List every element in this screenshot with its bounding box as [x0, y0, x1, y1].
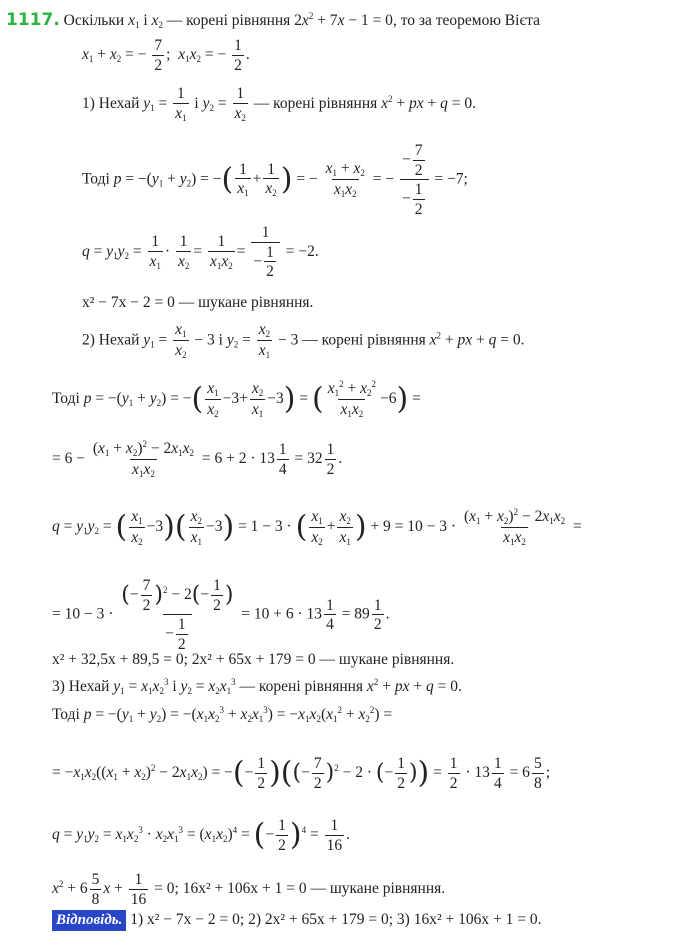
part3-p: Тоді $p = -(y_1 + y_2) = -(x_1x_2^3 + x_2x_1^3) = -x_1x_2(x_1^2 + x_2^2)$ = [52, 705, 393, 724]
part2-header: 2) Нехай $y_1$ = $\frac{x_1}{x_2}$ − 3 і $y_2$ = $\frac{x_2}{x_1}$ − 3 — корені рівняння $x^2$ + px + q = 0. [82, 321, 525, 360]
part1-lead: 1) Нехай [82, 94, 140, 112]
part2-p-cont: = 6 − $\frac{(x_1 + x_2)^2 - 2x_1x_2}{x_1x_2}$ = 6 + 2 · 13 $\frac{1}{4}$ = 32 $\frac{1}{2}$ . [52, 439, 343, 479]
part2-lead: 2) Нехай [82, 331, 140, 349]
intro-tail: — корені рівняння [166, 12, 291, 29]
result3: $x^2 + 6$ $\frac{5}{8}$ x + $\frac{1}{16}$ = 0; 16x² + 106x + 1 = 0 — шукане рівняння. [52, 871, 446, 908]
answer-label: Відповідь. [52, 910, 126, 931]
part2-tail: — корені рівняння [302, 331, 426, 349]
part2-q: $q = y_1y_2$ = ( $\frac{x_1}{x_2}$ −3)( $\frac{x_2}{x_1}$ −3) = 1 − 3 · ( $\frac{x_1}{x_2}$ + $\frac{x_2}{x_1}$ ) + 9 = 10 − 3 · $\frac{(x_1 + x_2)^2 - 2x_1x_2}{x_1x_2}$ = [52, 507, 582, 547]
problem-header: 1117. Оскільки $x_1$ і $x_2$ — корені рівняння $2x^2 + 7x - 1 = 0$, то за теоремою Вієта [6, 10, 540, 30]
vieta-line: $x_1 + x_2$ = − $\frac{7}{2}$ ; $x_1x_2$ = − $\frac{1}{2}$ . [82, 37, 250, 74]
part1-p: Тоді $p = -(y_1 + y_2)$ = −( $\frac{1}{x_1}$ + $\frac{1}{x_2}$ ) = − $\frac{x_1 + x_2}{x_1x_2}$ = − − $\frac{7}{2}$ − $\frac{1}{2}$ = −7; [82, 142, 468, 218]
result3-tail: = 0; 16x² + 106x + 1 = 0 — шукане рівняння. [154, 880, 446, 898]
result2: x² + 32,5x + 89,5 = 0; 2x² + 65x + 179 = 0 — шукане рівняння. [52, 651, 455, 668]
part1-header: 1) Нехай $y_1$ = $\frac{1}{x_1}$ і $y_2$ = $\frac{1}{x_2}$ — корені рівняння $x^2$ + px + q = 0. [82, 85, 477, 123]
part1-tail: — корені рівняння [253, 94, 378, 112]
part2-q-cont: = 10 − 3 · (− $\frac{7}{2}$ )$^2$ − 2(− $\frac{1}{2}$ ) − $\frac{1}{2}$ = 10 + 6 · 13 $\frac{1}{4}$ = 89 $\frac{1}{2}$ . [52, 577, 390, 653]
intro-vieta: , то за теоремою Вієта [392, 12, 540, 29]
result1: x² − 7x − 2 = 0 — шукане рівняння. [82, 294, 314, 311]
part1-q: $q = y_1y_2$ = $\frac{1}{x_1}$ · $\frac{1}{x_2}$ = $\frac{1}{x_1x_2}$ = 1 − $\frac{1}{2}$ = −2. [82, 224, 319, 280]
part3-p-cont: = $-x_1x_2((x_1 + x_2)^2 - 2x_1x_2)$ = −(− $\frac{1}{2}$ )((− $\frac{7}{2}$ )$^2$ − 2 · (− $\frac{1}{2}$ )) = $\frac{1}{2}$ · 13 $\frac{1}{4}$ = 6 $\frac{5}{8}$ ; [52, 755, 550, 792]
part3-tail: — корені рівняння [239, 678, 364, 695]
part3-lead: 3) Нехай [52, 678, 110, 695]
todi-label: Тоді [82, 170, 110, 188]
part3-header: 3) Нехай $y_1 = x_1x_2^3$ і $y_2 = x_2x_1^3$ — корені рівняння $x^2$ + px + q = 0. [52, 677, 462, 696]
answer-line [52, 910, 541, 931]
part2-p: Тоді $p = -(y_1 + y_2)$ = −( $\frac{x_1}{x_2}$ −3+ $\frac{x_2}{x_1}$ −3) = ( $\frac{x_1^2 + x_2^2}{x_1x_2}$ −6) = [52, 379, 421, 419]
intro-text: Оскільки [63, 12, 125, 29]
part3-q: $q = y_1y_2 = x_1x_2^3 \cdot x_2x_1^3 = (x_1x_2)^4$ = (− $\frac{1}{2}$ )$^4$ = $\frac{1}{16}$ . [52, 817, 350, 854]
problem-number: 1117. [6, 10, 60, 30]
answer-text: 1) x² − 7x − 2 = 0; 2) 2x² + 65x + 179 = 0; 3) 16x² + 106x + 1 = 0. [130, 911, 542, 928]
